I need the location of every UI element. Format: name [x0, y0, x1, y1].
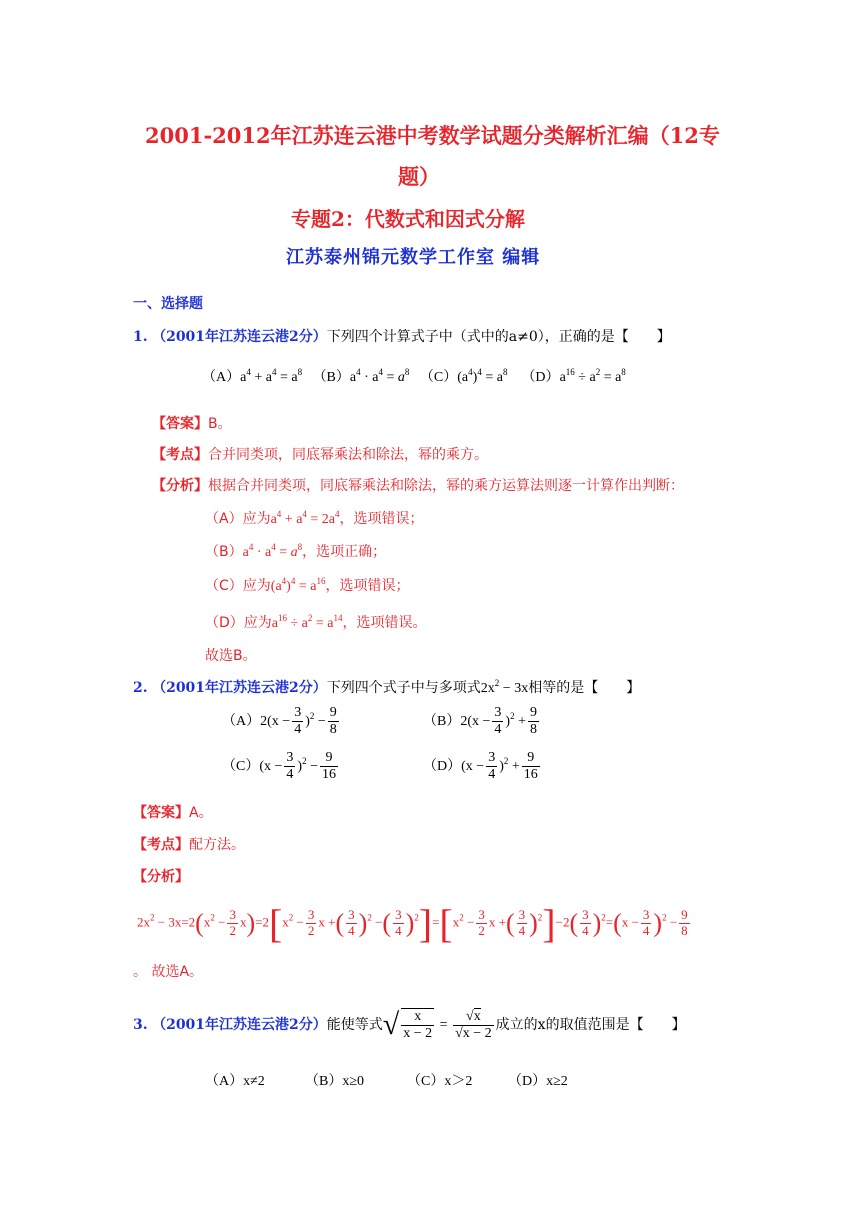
q2-option-c: （C）(x − $\frac{3}{4}$ )$^2$ − $\frac{9}{16}$	[222, 750, 336, 783]
q1-option-a-expr: $a^4 + a^4 = a^8$	[240, 367, 303, 385]
q1-option-b-label: （B）	[312, 370, 350, 385]
analysis-a-prefix: （A）应为	[205, 511, 271, 527]
option-label: （A）	[222, 713, 261, 729]
q1-option-b-expr: $a^4 \cdot a^4 = a^8$	[349, 367, 410, 385]
analysis-b-suffix: ，选项正确；	[302, 544, 387, 560]
key-point-tag: 【考点】	[133, 837, 189, 853]
option-label: （C）	[222, 758, 260, 774]
document-title-line1: 2001-2012年江苏连云港中考数学试题分类解析汇编（12专	[145, 123, 720, 148]
analysis-d-suffix: ，选项错误。	[342, 615, 427, 631]
q1-answer	[152, 413, 232, 433]
q2-option-b: （B）2(x − $\frac{3}{4}$ )$^2$ + $\frac{9}{8}$	[423, 705, 537, 738]
q1-analysis-c	[205, 575, 409, 595]
analysis-b-prefix: （B）	[205, 544, 243, 560]
answer-value: B。	[208, 416, 232, 432]
q1-options	[202, 366, 626, 386]
key-point-tag: 【考点】	[152, 447, 208, 463]
q1-key-point	[152, 444, 488, 464]
q2-option-d: （D）(x − $\frac{3}{4}$ )$^2$ + $\frac{9}{16}$	[423, 750, 538, 783]
question-number: 3.	[133, 1017, 148, 1034]
question-source: （2001年江苏连云港2分）	[152, 680, 327, 696]
question-text-prefix: 下列四个式子中与多项式	[326, 680, 481, 696]
q2-derivation-formula: $2x^2 - 3x=2(x^2$ − $\frac{3}{2}$ $x)=2[x^2$ − $\frac{3}{2}$ x +( $\frac{3}{4}$ )$^2$ −( $\frac{3}{4}$ )$^2]=[x^2$ − $\frac{3}{2}$ x +( $\frac{3}{4}$ )$^2$]−2( $\frac{3}{4}$ )$^2$=(x − $\frac{3}{4}$ )$^2$ − $\frac{9}{8}$	[137, 901, 688, 946]
question-source: （2001年江苏连云港2分）	[152, 1017, 327, 1034]
document-title-line2: 题）	[398, 164, 440, 189]
question-equation: √ $\frac{x}{x - 2}$ = $\frac{√x}{√x - 2}$	[382, 1008, 492, 1042]
q3-option-c: （C）x＞2	[407, 1074, 473, 1089]
answer-tag: 【答案】	[152, 416, 208, 432]
question-3	[133, 1008, 686, 1042]
analysis-c-suffix: ，选项错误；	[325, 578, 410, 594]
option-label: （D）	[423, 758, 462, 774]
q1-analysis-a	[205, 508, 424, 528]
question-polynomial: $2x^2 - 3x$	[480, 678, 529, 696]
analysis-c-expr: $(a^4)^4 = a^{16}$	[270, 576, 326, 594]
q2-conclusion: 。 故选A。	[133, 964, 204, 980]
question-number: 2.	[133, 680, 148, 696]
answer-tag: 【答案】	[133, 805, 189, 821]
analysis-d-prefix: （D）应为	[205, 615, 272, 631]
analysis-d-expr: $a^{16} \div a^2 = a^{14}$	[271, 613, 343, 631]
question-text: 下列四个计算式子中（式中的a≠0），正确的是【 】	[326, 329, 671, 345]
question-2	[133, 677, 640, 697]
analysis-tag: 【分析】	[133, 869, 189, 885]
analysis-text: 根据合并同类项，同底幂乘法和除法，幂的乘方运算法则逐一计算作出判断：	[208, 478, 684, 494]
q1-analysis	[152, 475, 684, 495]
q1-option-a-label: （A）	[202, 370, 241, 385]
question-text-suffix: 相等的是【 】	[528, 680, 641, 696]
section-heading: 一、选择题	[133, 296, 203, 312]
q3-option-d: （D）x≥2	[508, 1074, 568, 1089]
question-number: 1.	[133, 329, 148, 345]
q2-answer	[133, 802, 213, 822]
q1-analysis-b	[205, 541, 386, 561]
analysis-a-suffix: ，选项错误；	[339, 511, 424, 527]
key-point-text: 配方法。	[189, 837, 245, 853]
question-1	[133, 326, 671, 346]
question-text-prefix: 能使等式	[326, 1017, 383, 1034]
analysis-a-expr: $a^4 + a^4 = 2a^4$	[270, 509, 340, 527]
q1-option-c-expr: $(a^4)^4 = a^8$	[457, 367, 508, 385]
key-point-text: 合并同类项，同底幂乘法和除法，幂的乘方。	[208, 447, 488, 463]
analysis-b-expr: $a^4 \cdot a^4 = a^8$	[242, 542, 303, 560]
q1-conclusion: 故选B。	[205, 648, 257, 664]
question-text-suffix: 成立的x的取值范围是【 】	[495, 1017, 686, 1034]
q3-option-b: （B）x≥0	[305, 1074, 365, 1089]
q1-analysis-d	[205, 612, 427, 632]
q1-option-d-expr: $a^{16} \div a^2 = a^8$	[559, 367, 626, 385]
topic-subtitle: 专题2：代数式和因式分解	[291, 207, 525, 231]
q1-option-d-label: （D）	[521, 370, 560, 385]
q1-option-c-label: （C）	[419, 370, 458, 385]
q2-analysis	[133, 866, 189, 886]
q2-key-point	[133, 834, 245, 854]
editor-credit: 江苏泰州锦元数学工作室 编辑	[286, 247, 541, 268]
q2-option-a: （A）2(x − $\frac{3}{4}$ )$^2$ − $\frac{9}{8}$	[222, 705, 337, 738]
question-source: （2001年江苏连云港2分）	[152, 329, 327, 345]
answer-value: A。	[189, 805, 213, 821]
analysis-tag: 【分析】	[152, 478, 208, 494]
option-label: （B）	[423, 713, 461, 729]
q3-option-a: （A）x≠2	[205, 1074, 265, 1089]
analysis-c-prefix: （C）应为	[205, 578, 271, 594]
